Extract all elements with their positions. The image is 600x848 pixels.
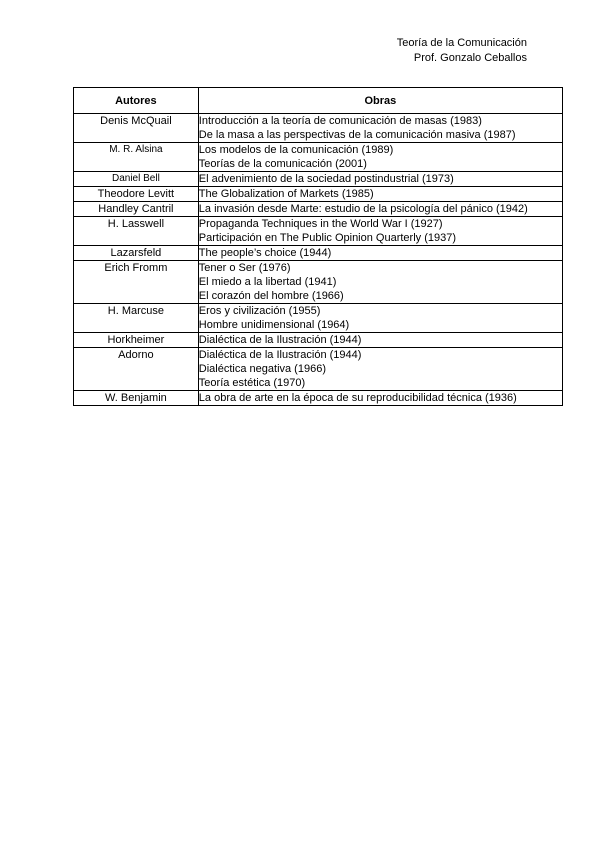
author-cell: Handley Cantril bbox=[74, 202, 199, 217]
author-cell: W. Benjamin bbox=[74, 391, 199, 406]
table-row bbox=[74, 348, 563, 391]
works-cell bbox=[198, 114, 562, 143]
author-cell: M. R. Alsina bbox=[74, 143, 199, 172]
author-cell: Lazarsfeld bbox=[74, 246, 199, 261]
work-title: La invasión desde Marte: estudio de la psicología del pánico (1942) bbox=[198, 203, 528, 215]
work-title: El corazón del hombre (1966) bbox=[198, 290, 344, 302]
author-cell: Adorno bbox=[74, 348, 199, 391]
author-cell: Erich Fromm bbox=[74, 261, 199, 304]
work-title: Los modelos de la comunicación (1989) bbox=[198, 144, 394, 156]
table-row bbox=[74, 261, 563, 304]
work-title: Dialéctica negativa (1966) bbox=[198, 363, 326, 375]
work-title: El advenimiento de la sociedad postindustrial (1973) bbox=[198, 173, 454, 185]
work-title: De la masa a las perspectivas de la comunicación masiva (1987) bbox=[198, 129, 516, 141]
work-title: Eros y civilización (1955) bbox=[198, 305, 321, 317]
work-title: The people’s choice (1944) bbox=[198, 247, 332, 259]
works-cell bbox=[198, 304, 562, 333]
professor-name: Prof. Gonzalo Ceballos bbox=[413, 52, 527, 64]
work-title: La obra de arte en la época de su reproducibilidad técnica (1936) bbox=[198, 392, 517, 404]
author-cell: Theodore Levitt bbox=[74, 187, 199, 202]
document-header bbox=[397, 36, 527, 66]
table-row bbox=[74, 217, 563, 246]
table-row bbox=[74, 187, 563, 202]
author-cell: H. Marcuse bbox=[74, 304, 199, 333]
works-cell bbox=[198, 172, 562, 187]
work-title: Hombre unidimensional (1964) bbox=[198, 319, 350, 331]
author-cell: Horkheimer bbox=[74, 333, 199, 348]
authors-works-table bbox=[73, 87, 563, 406]
works-cell bbox=[198, 333, 562, 348]
works-cell bbox=[198, 246, 562, 261]
works-cell bbox=[198, 391, 562, 406]
table-header-row bbox=[74, 88, 563, 114]
work-title: Dialéctica de la Ilustración (1944) bbox=[198, 349, 362, 361]
author-cell: H. Lasswell bbox=[74, 217, 199, 246]
work-title: Dialéctica de la Ilustración (1944) bbox=[198, 334, 362, 346]
table-row bbox=[74, 202, 563, 217]
author-cell: Denis McQuail bbox=[74, 114, 199, 143]
works-cell bbox=[198, 348, 562, 391]
work-title: Participación en The Public Opinion Quarterly (1937) bbox=[198, 232, 457, 244]
table-row bbox=[74, 246, 563, 261]
works-cell bbox=[198, 261, 562, 304]
table-row bbox=[74, 172, 563, 187]
header-works: Obras bbox=[198, 88, 562, 114]
works-cell bbox=[198, 217, 562, 246]
works-cell bbox=[198, 187, 562, 202]
work-title: Tener o Ser (1976) bbox=[198, 262, 291, 274]
header-authors: Autores bbox=[74, 88, 199, 114]
table-row bbox=[74, 114, 563, 143]
work-title: Propaganda Techniques in the World War I (1927) bbox=[198, 218, 443, 230]
works-cell bbox=[198, 143, 562, 172]
work-title: Introducción a la teoría de comunicación de masas (1983) bbox=[198, 115, 482, 127]
work-title: Teorías de la comunicación (2001) bbox=[198, 158, 367, 170]
work-title: El miedo a la libertad (1941) bbox=[198, 276, 337, 288]
course-title: Teoría de la Comunicación bbox=[396, 37, 527, 49]
author-cell: Daniel Bell bbox=[74, 172, 199, 187]
table-row bbox=[74, 333, 563, 348]
table-row bbox=[74, 143, 563, 172]
table-row bbox=[74, 304, 563, 333]
works-cell bbox=[198, 202, 562, 217]
work-title: Teoría estética (1970) bbox=[198, 377, 306, 389]
table-row bbox=[74, 391, 563, 406]
work-title: The Globalization of Markets (1985) bbox=[198, 188, 374, 200]
